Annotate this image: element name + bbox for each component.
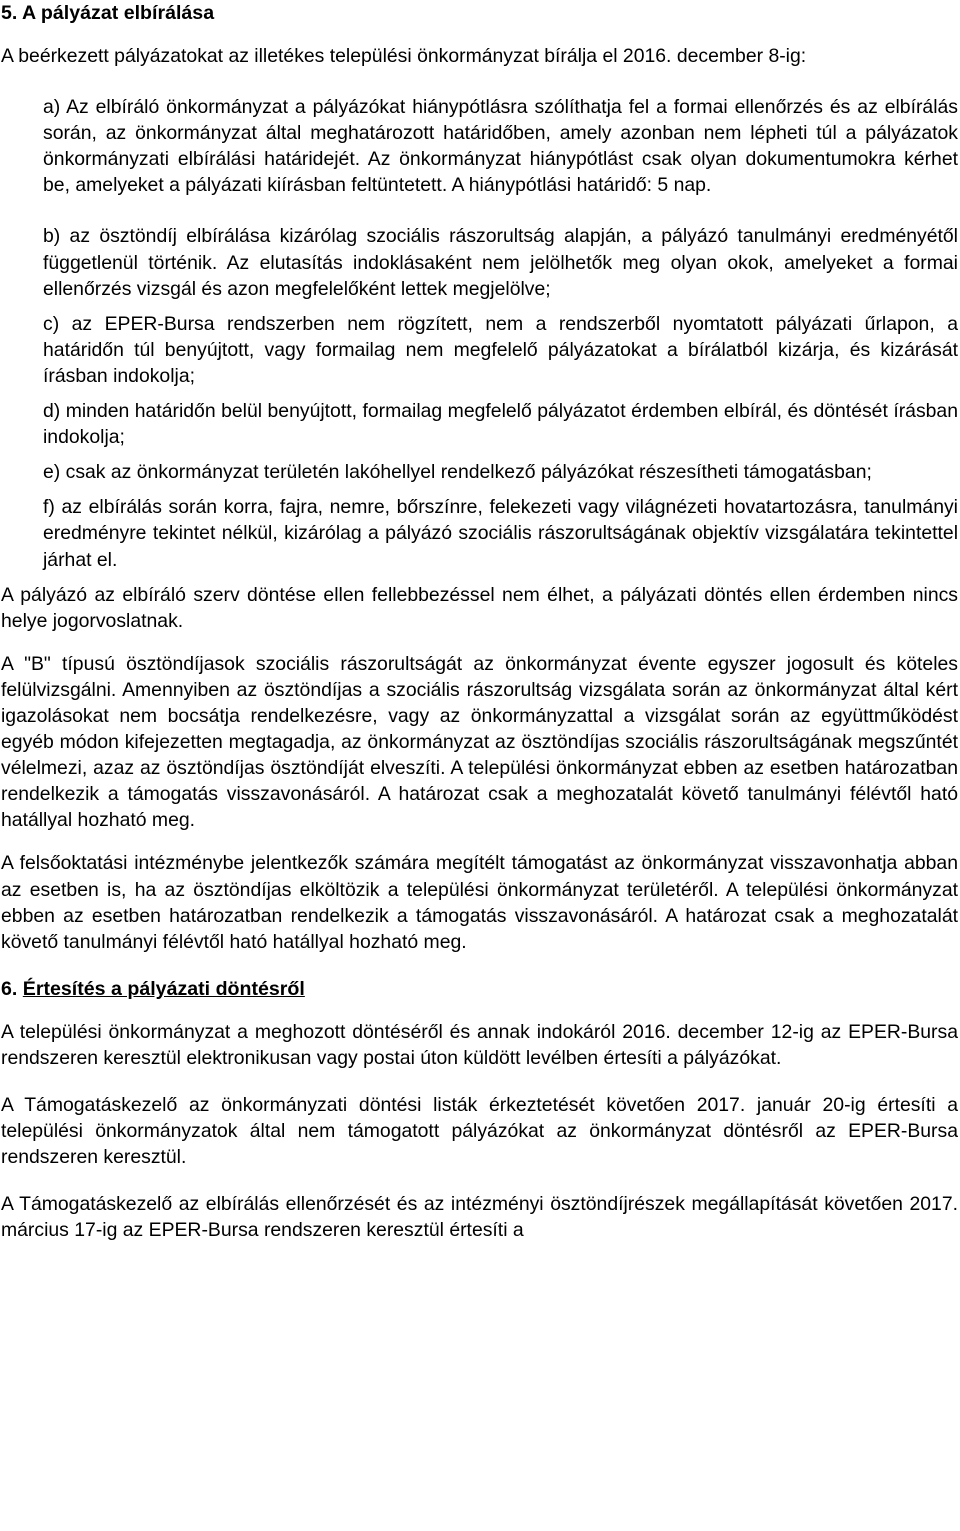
- list-item-f: f) az elbírálás során korra, fajra, nemre, bőrszínre, felekezeti vagy világnézeti hovatartozásra, tanulmányi eredményre tekintet nélkül, kizárólag a pályázó szociális rászorultságának objektív vizsgálatára tekintettel járhat el.: [43, 496, 958, 571]
- paragraph-higher-ed: A felsőoktatási intézménybe jelentkezők számára megítélt támogatást az önkormányzat visszavonhatja abban az esetben is, ha az ösztöndíjas elköltözik a települési önkormányzat területéről. A települési önkormányzat ebben az esetben határozatban rendelkezik a támogatás visszavonásáról. A határozat csak a meghozatalát követő tanulmányi félévtől ható hatállyal hozható meg.: [1, 852, 958, 953]
- paragraph-review: A "B" típusú ösztöndíjasok szociális rászorultságát az önkormányzat évente egyszer jogosult és köteles felülvizsgálni. Amennyiben az ösztöndíjas a szociális rászorultság vizsgálata során az önkormányzat által kért igazolásokat nem bocsátja rendelkezésre, vagy az önkormányzattal a vizsgálat során az együttműködést egyéb módon kifejezetten megtagadja, az önkormányzat az ösztöndíjas szociális rászorultságának megszűntét vélelmezi, azaz az ösztöndíjas ösztöndíját elveszíti. A települési önkormányzat ebben az esetben határozatban rendelkezik a támogatás visszavonásáról. A határozat csak a meghozatalát követő tanulmányi félévtől ható hatállyal hozható meg.: [1, 652, 958, 832]
- list-item-e: e) csak az önkormányzat területén lakóhellyel rendelkező pályázókat részesítheti támogatásban;: [43, 461, 872, 484]
- section-6-paragraph-1: A települési önkormányzat a meghozott döntéséről és annak indokáról 2016. december 12-ig az EPER-Bursa rendszeren keresztül elektronikusan vagy postai úton küldött levélben értesíti a pályázókat.: [1, 1020, 958, 1069]
- list-item-a: a) Az elbíráló önkormányzat a pályázókat hiánypótlásra szólíthatja fel a formai ellenőrzés és az elbírálás során, az önkormányzat által meghatározott határidőben, amely azonban nem lépheti túl a pályázatok önkormányzati elbírálási határidejét. Az önkormányzat hiánypótlást csak olyan dokumentumokra kérhet be, amelyeket a pályázati kiírásban feltüntetett. A hiánypótlási határidő: 5 nap.: [43, 96, 958, 197]
- section-5-intro: A beérkezett pályázatokat az illetékes települési önkormányzat bírálja el 2016. december 8-ig:: [1, 45, 807, 67]
- list-item-d: d) minden határidőn belül benyújtott, formailag megfelelő pályázatot érdemben elbírál, és döntését írásban indokolja;: [43, 400, 958, 449]
- section-6-heading: [1, 976, 958, 1002]
- section-6-paragraph-3: A Támogatáskezelő az elbírálás ellenőrzését és az intézményi ösztöndíjrészek megállapítását követően 2017. március 17-ig az EPER-Bursa rendszeren keresztül értesíti a: [1, 1193, 958, 1242]
- list-item-c: c) az EPER-Bursa rendszerben nem rögzített, nem a rendszerből nyomtatott pályázati űrlapon, a határidőn túl benyújtott, vagy formailag nem megfelelő pályázatokat a bírálatból kizárja, és kizárását írásban indokolja;: [43, 312, 958, 387]
- paragraph-appeal: A pályázó az elbíráló szerv döntése ellen fellebbezéssel nem élhet, a pályázati döntés ellen érdemben nincs helye jogorvoslatnak.: [1, 583, 958, 632]
- section-6-paragraph-2: A Támogatáskezelő az önkormányzati döntési listák érkeztetését követően 2017. január 20-ig értesíti a települési önkormányzatok által nem támogatott pályázókat az önkormányzat döntésről az EPER-Bursa rendszeren keresztül.: [1, 1094, 958, 1169]
- list-item-b: b) az ösztöndíj elbírálása kizárólag szociális rászorultság alapján, a pályázó tanulmányi eredményétől függetlenül történik. Az elutasítás indoklásaként nem jelölhetők meg olyan okok, amelyeket a formai ellenőrzés vizsgál és azon megfelelőként lettek megjelölve;: [43, 225, 958, 300]
- section-5-heading: 5. A pályázat elbírálása: [1, 2, 215, 24]
- section-6-title: Értesítés a pályázati döntésről: [22, 977, 305, 1000]
- section-6-number: 6.: [1, 977, 23, 1000]
